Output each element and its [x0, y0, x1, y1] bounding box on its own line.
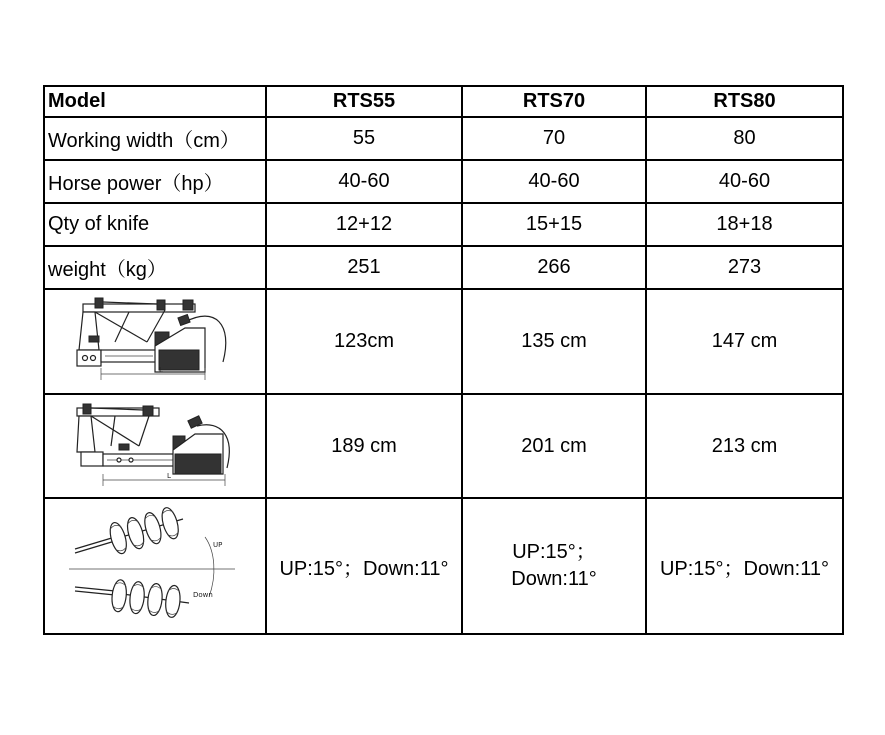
horse-power-row	[44, 160, 843, 203]
dimension-label-l: L	[159, 365, 163, 374]
cell-value: 189 cm	[266, 394, 462, 498]
header-model-label: Model	[44, 86, 266, 117]
header-row	[44, 86, 843, 117]
working-width-row	[44, 117, 843, 160]
row-label: weight（kg）	[44, 246, 266, 289]
retracted-diagram-cell	[44, 289, 266, 394]
angle-line-up: UP:15°；	[512, 541, 596, 563]
cell-value: 273	[646, 246, 843, 289]
blade-rotor-tilt-diagram-icon	[55, 501, 255, 631]
cell-value: 201 cm	[462, 394, 646, 498]
extended-diagram-cell	[44, 394, 266, 498]
cell-value: 80	[646, 117, 843, 160]
cell-value: 40-60	[462, 160, 646, 203]
dimension-label-l: L	[167, 472, 171, 480]
qty-of-knife-row	[44, 203, 843, 246]
extended-length-row	[44, 394, 843, 498]
row-label: Horse power（hp）	[44, 160, 266, 203]
cell-value: 213 cm	[646, 394, 843, 498]
tiller-extended-side-view-icon	[55, 398, 255, 494]
cell-value: 12+12	[266, 203, 462, 246]
weight-row	[44, 246, 843, 289]
angle-line-down: Down:11°	[511, 568, 597, 590]
cell-value: 266	[462, 246, 646, 289]
cell-value: 123cm	[266, 289, 462, 394]
cell-value: 40-60	[266, 160, 462, 203]
specification-table	[43, 85, 844, 635]
cell-value: 135 cm	[462, 289, 646, 394]
cell-value: 40-60	[646, 160, 843, 203]
cell-value: 147 cm	[646, 289, 843, 394]
down-label: Down	[193, 591, 213, 599]
header-model-rts70: RTS70	[462, 86, 646, 117]
up-label: UP	[213, 541, 223, 549]
cell-value: 251	[266, 246, 462, 289]
cell-value: 15+15	[462, 203, 646, 246]
tilt-angle-row	[44, 498, 843, 634]
tilt-diagram-cell	[44, 498, 266, 634]
cell-value: 70	[462, 117, 646, 160]
cell-value: 18+18	[646, 203, 843, 246]
cell-value: UP:15°；Down:11°	[646, 498, 843, 634]
cell-value: UP:15°；Down:11°	[266, 498, 462, 634]
row-label: Qty of knife	[44, 203, 266, 246]
header-model-rts80: RTS80	[646, 86, 843, 117]
row-label: Working width（cm）	[44, 117, 266, 160]
tiller-retracted-side-view-icon	[55, 292, 255, 392]
header-model-rts55: RTS55	[266, 86, 462, 117]
cell-value: 55	[266, 117, 462, 160]
cell-value	[462, 498, 646, 634]
retracted-length-row	[44, 289, 843, 394]
